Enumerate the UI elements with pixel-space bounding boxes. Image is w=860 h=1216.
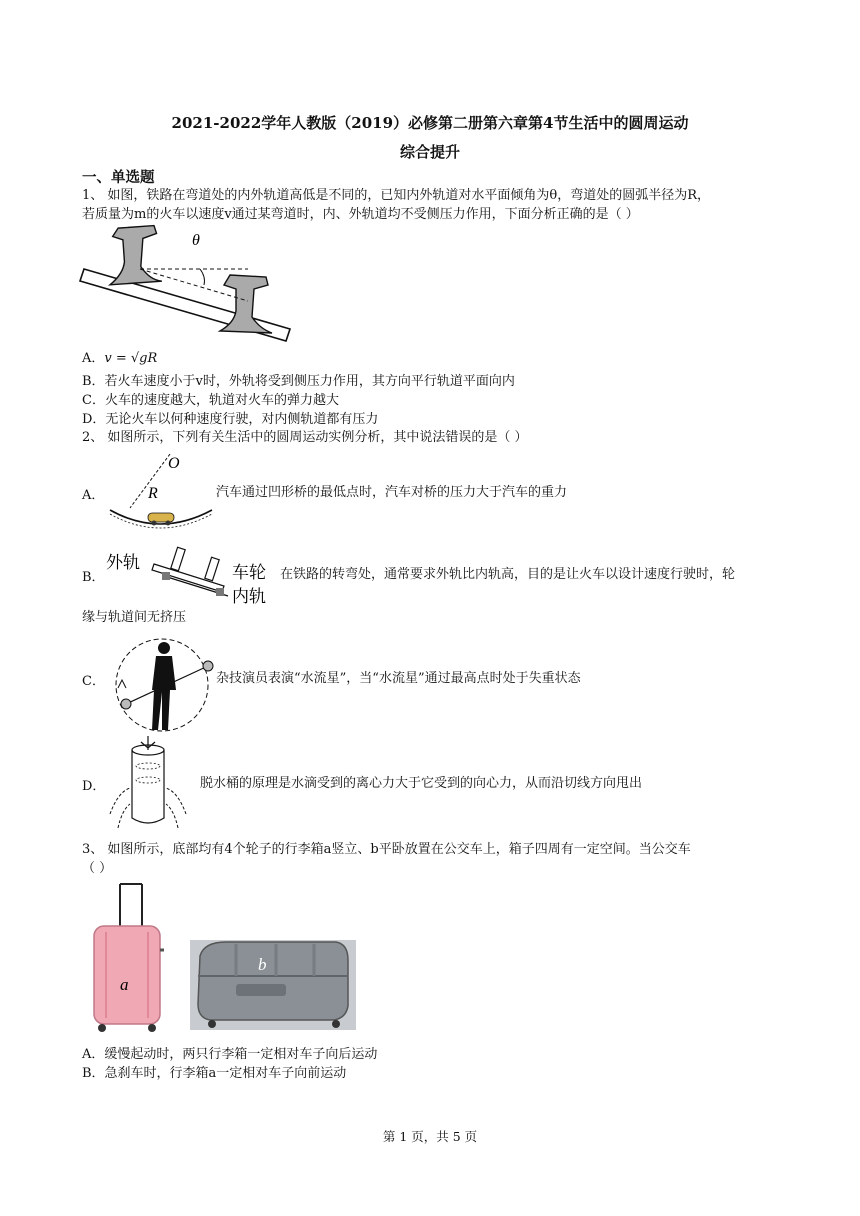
q2-figure-a-concave-bridge: [108, 450, 218, 530]
q2-option-d-text[interactable]: 脱水桶的原理是水滴受到的离心力大于它受到的向心力，从而沿切线方向甩出: [200, 776, 643, 791]
q3-option-b[interactable]: B．急刹车时，行李箱a一定相对车子向前运动: [82, 1066, 347, 1081]
performer-icon: [152, 642, 176, 730]
q1-option-a[interactable]: [82, 347, 157, 366]
q1-option-c[interactable]: C．火车的速度越大，轨道对火车的弹力越大: [82, 393, 339, 408]
q3-suitcase-figure: [86, 880, 376, 1040]
q2-option-b-text-line1[interactable]: 在铁路的转弯处，通常要求外轨比内轨高，目的是让火车以设计速度行驶时，轮: [280, 567, 736, 582]
suitcase-b-icon: [198, 942, 348, 1028]
q2-option-b-text-line2[interactable]: 缘与轨道间无挤压: [82, 610, 187, 625]
doc-title-line2: 综合提升: [399, 143, 460, 161]
q1-option-a-prefix: A．: [82, 351, 105, 366]
q3-option-a[interactable]: A．缓慢起动时，两只行李箱一定相对车子向后运动: [82, 1047, 378, 1062]
suitcase-a-icon: [94, 884, 164, 1032]
q2-fig-a-label-o: O: [168, 455, 180, 472]
q2-fig-a-label-r: R: [148, 485, 158, 502]
q2-stem: 2、 如图所示，下列有关生活中的圆周运动实例分析，其中说法错误的是（ ）: [82, 430, 528, 445]
q2-fig-b-wheel-label: 车轮: [232, 563, 266, 583]
page-footer: 第 1 页，共 5 页: [382, 1129, 478, 1144]
q2-figure-c-water-meteor: [112, 632, 216, 738]
q3-stem-line2: （ ）: [82, 861, 113, 876]
q2-option-b-prefix[interactable]: B．: [82, 570, 105, 585]
suitcase-a-label: a: [120, 975, 129, 994]
doc-title-line1: 2021-2022学年人教版（2019）必修第二册第六章第4节生活中的圆周运动: [171, 114, 689, 132]
q2-fig-b-outer-rail-label: 外轨: [106, 553, 140, 573]
q3-stem-line1: 3、 如图所示，底部均有4个轮子的行李箱a竖立、b平卧放置在公交车上，箱子四周有一定空间。当公交车: [82, 842, 691, 857]
suitcase-b-label: b: [258, 955, 267, 974]
q2-option-c-text[interactable]: 杂技演员表演“水流星”，当“水流星”通过最高点时处于失重状态: [216, 671, 581, 686]
q1-stem-line2: 若质量为m的火车以速度v通过某弯道时，内、外轨道均不受侧压力作用，下面分析正确的是（ ）: [82, 207, 639, 222]
q2-option-a-prefix[interactable]: A．: [82, 488, 105, 503]
q2-figure-b-rail-curve: [104, 546, 280, 606]
car-icon: [148, 513, 174, 522]
water-bucket-icon: [203, 661, 213, 671]
q1-option-d[interactable]: D．无论火车以何种速度行驶，对内侧轨道都有压力: [82, 412, 379, 427]
q2-option-a-text[interactable]: 汽车通过凹形桥的最低点时，汽车对桥的压力大于汽车的重力: [216, 485, 568, 500]
q2-figure-d-spin-dryer: [108, 736, 198, 832]
q1-theta-label: θ: [192, 232, 200, 249]
section-heading: 一、单选题: [82, 169, 155, 186]
q2-option-d-prefix[interactable]: D．: [82, 779, 106, 794]
q2-fig-b-inner-rail-label: 内轨: [232, 587, 266, 607]
q1-track-figure: [80, 225, 310, 345]
q1-option-b[interactable]: B．若火车速度小于v时，外轨将受到侧压力作用，其方向平行轨道平面向内: [82, 374, 515, 389]
q2-option-c-prefix[interactable]: C．: [82, 674, 105, 689]
q1-option-a-formula: v = √gR: [104, 351, 158, 366]
water-bucket-icon: [121, 699, 131, 709]
q1-stem-line1: 1、 如图，铁路在弯道处的内外轨道高低是不同的，已知内外轨道对水平面倾角为θ，弯道处的圆弧半径为R，: [82, 188, 711, 203]
